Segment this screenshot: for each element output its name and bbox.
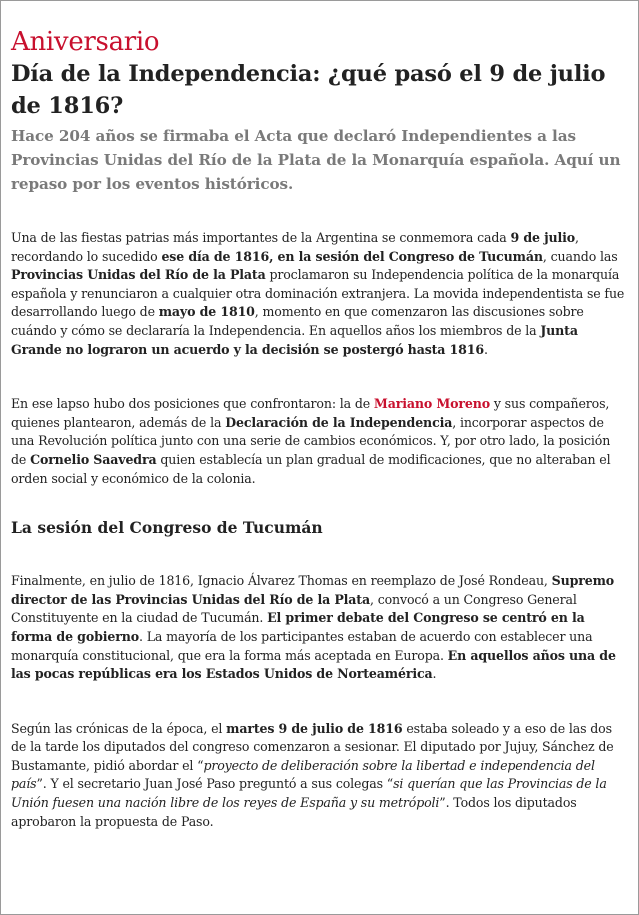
paragraph-3 (11, 572, 627, 684)
text-run: ”. Todos los diputados aprobaron la propuesta de Paso. (11, 795, 577, 829)
bold-text: mayo de 1810 (158, 304, 255, 320)
bold-text: Provincias Unidas del Río de la Plata (11, 267, 266, 283)
text-run: estaba soleado y a eso de las dos de la tarde los diputados del congreso comenzaron a sesionar. El diputado por Jujuy, Sánchez de Bustamante, pidió abordar el “ (11, 720, 614, 773)
italic-quote: si querían que las Provincias de la Unión fuesen una nación libre de los reyes de España y su metrópoli (11, 776, 607, 811)
paragraph-1 (11, 229, 627, 359)
article-headline: Día de la Independencia: ¿qué pasó el 9 de julio de 1816? (11, 61, 606, 119)
bold-text: El primer debate del Congreso se centró en la forma de gobierno (11, 610, 585, 644)
bold-text: 9 de julio (510, 230, 576, 245)
italic-quote: proyecto de deliberación sobre la libertad e independencia del país (11, 757, 595, 792)
text-run: ”. Y el secretario Juan José Paso preguntó a sus colegas “ (36, 776, 394, 792)
article (11, 26, 627, 867)
paragraph-2 (11, 395, 627, 488)
text-run: quien establecía un plan gradual de modificaciones, que no alteraban el orden social y económico de la colonia. (11, 451, 611, 486)
article-summary: Hace 204 años se firmaba el Acta que declaró Independientes a las Provincias Unidas del Río de la Plata de la Monarquía española. Aquí un repaso por los eventos históricos. (11, 127, 621, 193)
text-run: y sus compañeros, quienes plantearon, además de la (11, 396, 610, 430)
text-run: , momento en que comenzaron las discusiones sobre cuándo y cómo se declararía la Independencia. En aquellos años los miembros de la (11, 304, 584, 338)
article-body (11, 229, 627, 831)
paragraph-4 (11, 720, 627, 832)
text-run: , incorporar aspectos de una Revolución política junto con una serie de cambios económicos. Y, por otro lado, la posición de (11, 414, 611, 467)
text-run: Según las crónicas de la época, el (11, 720, 227, 736)
text-run: . La mayoría de los participantes estaban de acuerdo con establecer una monarquía constitucional, que era la forma más aceptada en Europa. (11, 628, 593, 663)
text-run: , convocó a un Congreso General Constituyente en la ciudad de Tucumán. (11, 591, 577, 626)
bold-text: martes 9 de julio de 1816 (226, 720, 403, 736)
text-run: . (484, 341, 488, 357)
bold-text: ese día de 1816, en la sesión del Congreso de Tucumán (161, 248, 543, 264)
highlighted-name: Mariano Moreno (373, 396, 490, 412)
text-run: Una de las fiestas patrias más importantes de la Argentina se conmemora cada (11, 230, 511, 245)
text-run: , cuando las (542, 248, 618, 264)
bold-text: En aquellos años una de las pocas repúblicas era los Estados Unidos de Norteamérica (11, 647, 616, 682)
text-run: En ese lapso hubo dos posiciones que confrontaron: la de (11, 396, 374, 412)
bold-text: Cornelio Saavedra (30, 451, 157, 467)
bold-text: Junta Grande no lograron un acuerdo y la decisión se postergó hasta 1816 (11, 322, 578, 357)
text-run: , recordando lo sucedido (11, 230, 579, 264)
section-kicker: Aniversario (11, 27, 160, 57)
bold-text: Declaración de la Independencia (225, 414, 453, 430)
section-subheading: La sesión del Congreso de Tucumán (11, 518, 323, 538)
text-run: proclamaron su Independencia política de la monarquía española y renunciaron a cualquier otra dominación extranjera. La movida independentista se fue desarrollando luego de (11, 267, 625, 320)
text-run: Finalmente, en julio de 1816, Ignacio Álvarez Thomas en reemplazo de José Rondeau, (11, 573, 552, 589)
text-run: . (432, 666, 437, 682)
bold-text: Supremo director de las Provincias Unidas del Río de la Plata (11, 573, 615, 607)
